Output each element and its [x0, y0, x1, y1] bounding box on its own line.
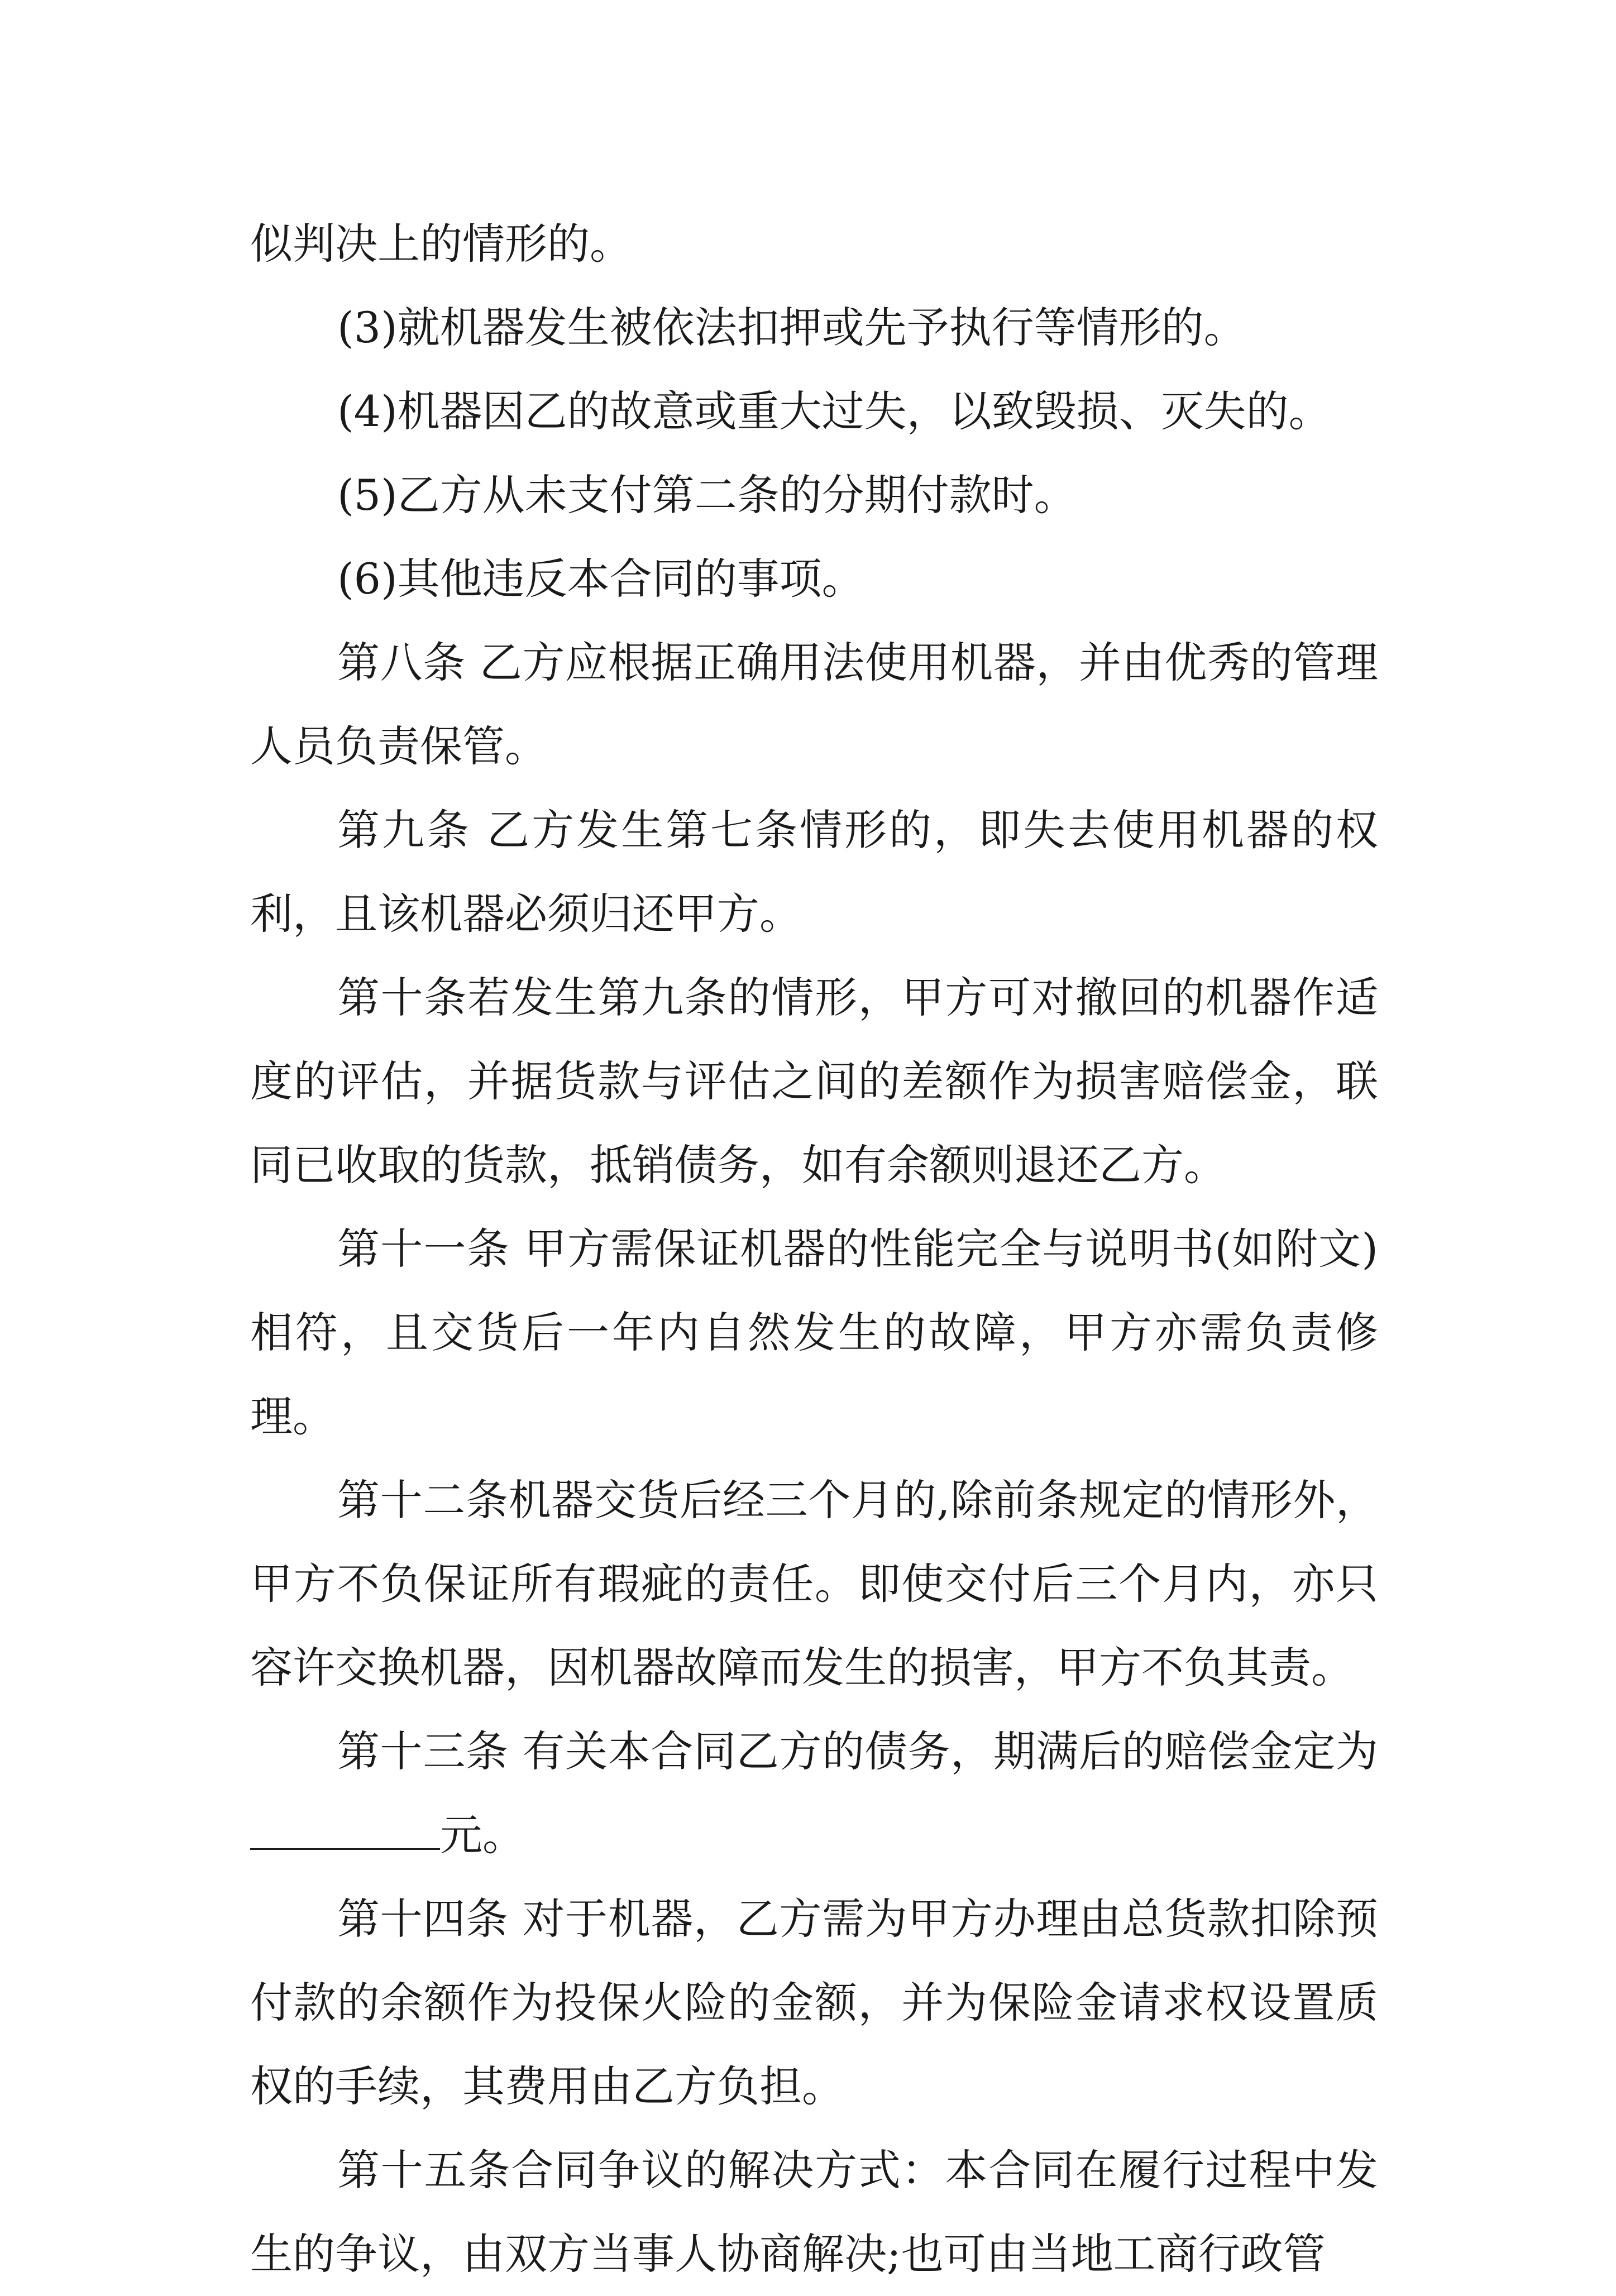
- amount-blank-field: [250, 1811, 440, 1850]
- clause-item-5: (5)乙方从未支付第二条的分期付款时。: [337, 470, 1077, 520]
- clause-item-4: (4)机器因乙的故意或重大过失，以致毁损、灭失的。: [337, 386, 1331, 436]
- article-13: [250, 1710, 1378, 1877]
- article-15: 第十五条合同争议的解决方式：本合同在履行过程中发生的争议，由双方当事人协商解决;也可由当地工商行政管: [250, 2145, 1378, 2279]
- article-9: 第九条 乙方发生第七条情形的，即失去使用机器的权利，且该机器必须归还甲方。: [250, 805, 1378, 939]
- paragraph-continuation: 似判决上的情形的。: [250, 219, 632, 269]
- article-13-unit: 元。: [440, 1810, 525, 1860]
- article-12: 第十二条机器交货后经三个月的,除前条规定的情形外，甲方不负保证所有瑕疵的责任。即使交付后三个月内，亦只容许交换机器，因机器故障而发生的损害，甲方不负其责。: [250, 1475, 1378, 1692]
- clause-item-3: (3)就机器发生被依法扣押或先予执行等情形的。: [337, 303, 1246, 352]
- article-8: 第八条 乙方应根据正确用法使用机器，并由优秀的管理人员负责保管。: [250, 638, 1378, 771]
- clause-item-6: (6)其他违反本合同的事项。: [337, 554, 864, 604]
- article-11: 第十一条 甲方需保证机器的性能完全与说明书(如附文)相符，且交货后一年内自然发生的故障，甲方亦需负责修理。: [250, 1224, 1378, 1441]
- document-body: [250, 202, 1378, 2296]
- article-14: 第十四条 对于机器，乙方需为甲方办理由总货款扣除预付款的余额作为投保火险的金额，并为保险金请求权设置质权的手续，其费用由乙方负担。: [250, 1894, 1378, 2111]
- article-13-text: 第十三条 有关本合同乙方的债务，期满后的赔偿金定为: [337, 1726, 1378, 1776]
- article-10: 第十条若发生第九条的情形，甲方可对撤回的机器作适度的评估，并据货款与评估之间的差额作为损害赔偿金，联同已收取的货款，抵销债务，如有余额则退还乙方。: [250, 973, 1378, 1190]
